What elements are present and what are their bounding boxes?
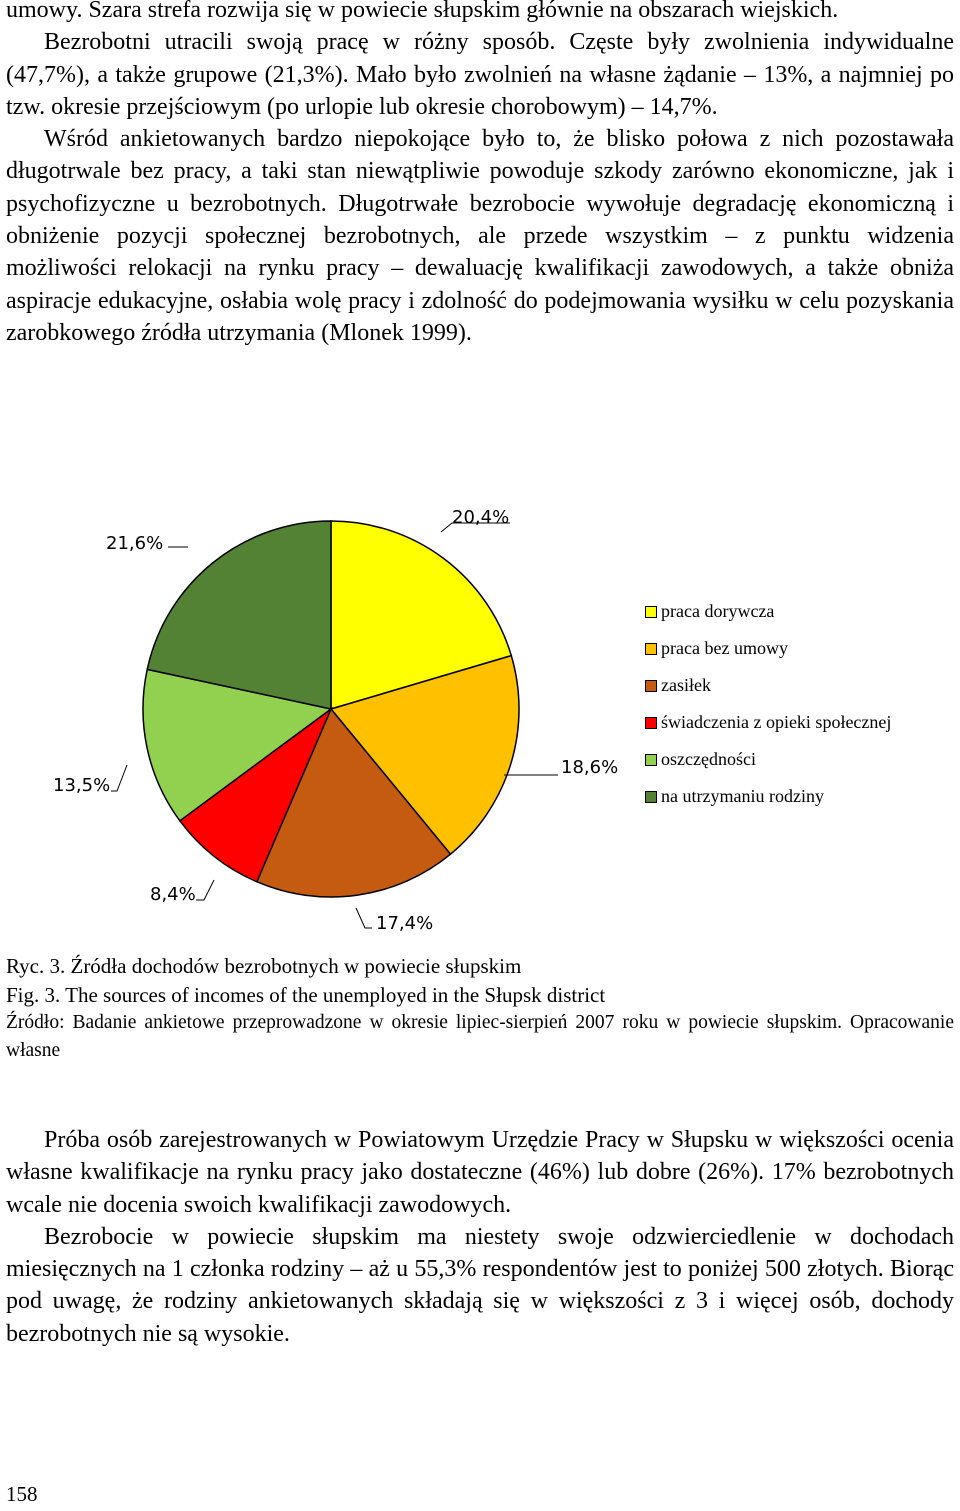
caption-polish: Ryc. 3. Źródła dochodów bezrobotnych w powiecie słupskim (6, 954, 522, 978)
body-text-top (6, 0, 954, 349)
paragraph: Bezrobocie w powiecie słupskim ma niestety swoje odzwierciedlenie w dochodach miesięcznych na 1 członka rodziny – aż u 55,3% respondentów jest to poniżej 500 złotych. Biorąc pod uwagę, że rodziny ankietowanych składają się w większości z 3 i więcej osób, dochody bezrobotnych nie są wysokie. (6, 1223, 954, 1347)
legend-item (645, 741, 945, 778)
slice-label: 21,6% (106, 533, 164, 554)
leader-line (356, 908, 372, 928)
paragraph: Próba osób zarejestrowanych w Powiatowym Urzędzie Pracy w Słupsku w większości ocenia własne kwalifikacje na rynku pracy jako dostateczne (46%) lub dobre (26%). 17% bezrobotnych wcale nie docenia swoich kwalifikacji zawodowych. (6, 1127, 954, 1218)
legend-item (645, 630, 945, 667)
slice-label: 13,5% (53, 775, 111, 796)
legend-swatch (645, 717, 657, 729)
legend-label: zasiłek (661, 675, 711, 695)
legend-label: oszczędności (661, 749, 756, 769)
pie-chart-figure (0, 495, 960, 945)
caption-source: Źródło: Badanie ankietowe przeprowadzone w okresie lipiec-sierpień 2007 roku w powiecie słupskim. Opracowanie własne (6, 1012, 954, 1061)
page-number: 158 (6, 1482, 38, 1506)
legend-item (645, 778, 945, 815)
paragraph: Bezrobotni utracili swoją pracę w różny sposób. Częste były zwolnienia indywidualne (47,7%), a także grupowe (21,3%). Mało było zwolnień na własne żądanie – 13%, a najmniej po tzw. okresie przejściowym (po urlopie lub okresie chorobowym) – 14,7%. (6, 29, 954, 120)
slice-label: 8,4% (150, 884, 196, 905)
body-text-bottom (6, 1124, 954, 1350)
leader-line (111, 765, 127, 791)
legend-swatch (645, 791, 657, 803)
legend-label: na utrzymaniu rodziny (661, 786, 824, 806)
legend-label: praca bez umowy (661, 638, 788, 658)
legend-label: praca dorywcza (661, 601, 775, 621)
legend-swatch (645, 680, 657, 692)
leader-line (196, 880, 214, 900)
legend-item (645, 667, 945, 704)
paragraph: umowy. Szara strefa rozwija się w powiecie słupskim głównie na obszarach wiejskich. (6, 0, 839, 23)
caption-english: Fig. 3. The sources of incomes of the unemployed in the Słupsk district (6, 982, 606, 1007)
slice-label: 17,4% (376, 913, 434, 934)
legend-swatch (645, 754, 657, 766)
slice-label: 18,6% (561, 757, 619, 778)
legend-swatch (645, 643, 657, 655)
legend-item (645, 593, 945, 630)
legend-label: świadczenia z opieki społecznej (661, 712, 892, 732)
legend-item (645, 704, 945, 741)
slice-label: 20,4% (452, 507, 510, 528)
legend-swatch (645, 606, 657, 618)
chart-legend (645, 593, 945, 815)
figure-captions (6, 952, 954, 1065)
paragraph: Wśród ankietowanych bardzo niepokojące było to, że blisko połowa z nich pozostawała długotrwale bez pracy, a taki stan niewątpliwie powoduje szkody zarówno ekonomiczne, jak i psychofizyczne u bezrobotnych. Długotrwałe bezrobocie wywołuje degradację ekonomiczną i obniżenie pozycji społecznej bezrobotnych, ale przede wszystkim – z punktu widzenia możliwości relokacji na rynku pracy – dewaluację kwalifikacji zawodowych, a także obniża aspiracje edukacyjne, osłabia wolę pracy i zdolność do podejmowania wysiłku w celu pozyskania zarobkowego źródła utrzymania (Mlonek 1999). (6, 126, 954, 346)
